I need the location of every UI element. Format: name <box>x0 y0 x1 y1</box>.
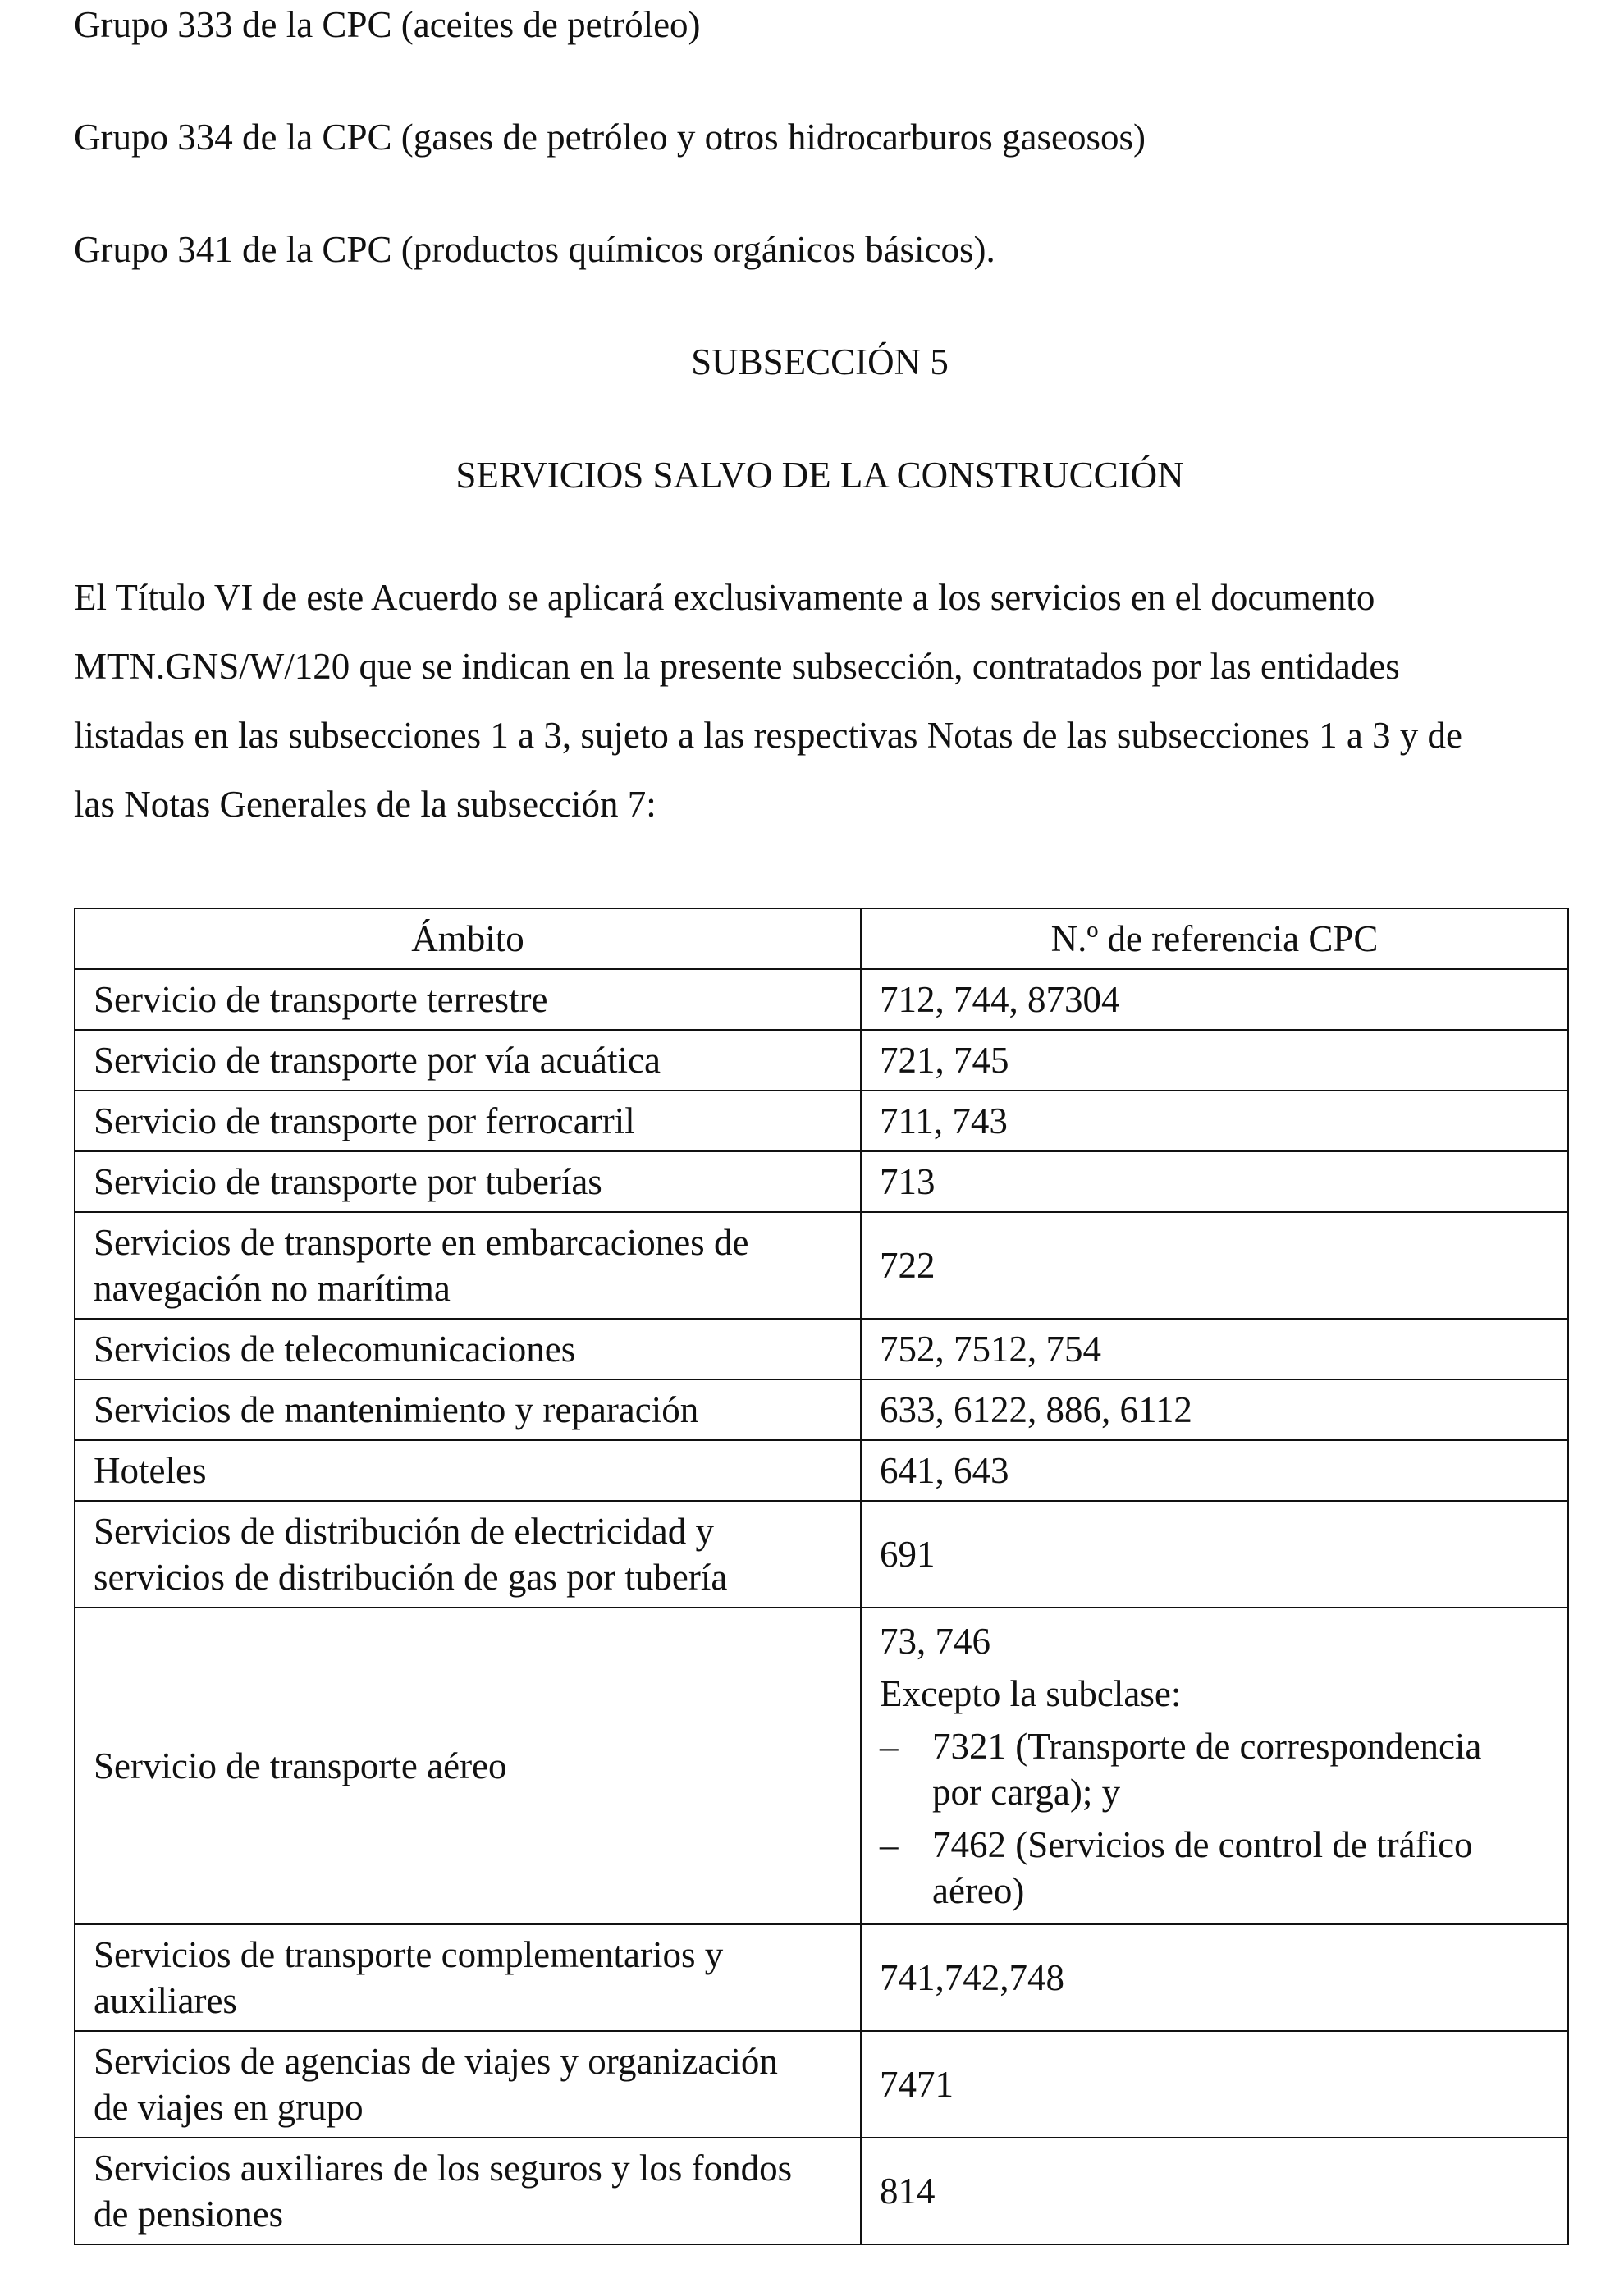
section-subheading: SERVICIOS SALVO DE LA CONSTRUCCIÓN <box>455 455 1184 496</box>
scope-cell <box>75 1212 861 1319</box>
header-cpc-ref: N.º de referencia CPC <box>861 908 1568 969</box>
table-row <box>75 1440 1568 1501</box>
scope-paragraph <box>74 563 1576 839</box>
cpc-ref-cell: 814 <box>861 2138 1568 2244</box>
scope-line: de viajes en grupo <box>94 2087 364 2128</box>
scope-line: auxiliares <box>94 1980 237 2021</box>
cpc-services-table <box>74 908 1569 2245</box>
cpc-ref-cell: 721, 745 <box>861 1030 1568 1091</box>
table-row <box>75 969 1568 1030</box>
scope-cell <box>75 2031 861 2138</box>
paragraph-line: MTN.GNS/W/120 que se indican en la presente subsección, contratados por las entidades <box>74 646 1400 687</box>
table-header-row <box>75 908 1568 969</box>
cpc-ref-cell: 722 <box>861 1212 1568 1319</box>
scope-line: Servicios de transporte complementarios y <box>94 1934 724 1975</box>
scope-line: Servicios auxiliares de los seguros y los fondos <box>94 2148 793 2189</box>
table-row <box>75 2138 1568 2244</box>
paragraph-line: las Notas Generales de la subsección 7: <box>74 784 656 825</box>
scope-cell: Servicio de transporte por ferrocarril <box>75 1091 861 1151</box>
table-row <box>75 1501 1568 1608</box>
exception-item <box>880 1822 1549 1914</box>
paragraph-line: listadas en las subsecciones 1 a 3, sujeto a las respectivas Notas de las subsecciones 1 a 3 y de <box>74 715 1463 756</box>
scope-line: navegación no marítima <box>94 1268 451 1309</box>
header-scope: Ámbito <box>75 908 861 969</box>
scope-cell: Servicio de transporte por tuberías <box>75 1151 861 1212</box>
cpc-ref-cell: 713 <box>861 1151 1568 1212</box>
scope-cell <box>75 2138 861 2244</box>
paragraph-line: El Título VI de este Acuerdo se aplicará exclusivamente a los servicios en el documento <box>74 577 1375 618</box>
dash-bullet: – <box>880 1824 899 1865</box>
exception-line: por carga); y <box>932 1772 1121 1813</box>
table-row <box>75 1379 1568 1440</box>
cpc-ref-cell: 7471 <box>861 2031 1568 2138</box>
cpc-ref-cell: 691 <box>861 1501 1568 1608</box>
table-row <box>75 1030 1568 1091</box>
scope-cell: Servicios de mantenimiento y reparación <box>75 1379 861 1440</box>
scope-line: Servicios de transporte en embarcaciones de <box>94 1222 749 1263</box>
exception-item <box>880 1723 1549 1815</box>
table-row <box>75 1091 1568 1151</box>
exception-note: Excepto la subclase: <box>880 1673 1182 1714</box>
exception-list <box>880 1723 1549 1914</box>
exception-line: 7321 (Transporte de correspondencia <box>932 1726 1482 1767</box>
scope-cell <box>75 1501 861 1608</box>
scope-cell: Servicio de transporte terrestre <box>75 969 861 1030</box>
intro-line-3: Grupo 341 de la CPC (productos químicos orgánicos básicos). <box>74 229 995 270</box>
cpc-ref-cell: 633, 6122, 886, 6112 <box>861 1379 1568 1440</box>
scope-cell: Hoteles <box>75 1440 861 1501</box>
table-row <box>75 2031 1568 2138</box>
scope-line: de pensiones <box>94 2193 284 2235</box>
cpc-ref-cell: 712, 744, 87304 <box>861 969 1568 1030</box>
exception-line: 7462 (Servicios de control de tráfico <box>932 1824 1473 1865</box>
exception-line: aéreo) <box>932 1870 1025 1911</box>
cpc-ref-cell: 752, 7512, 754 <box>861 1319 1568 1379</box>
cpc-ref-cell: 741,742,748 <box>861 1924 1568 2031</box>
table-row <box>75 1319 1568 1379</box>
cpc-ref-value: 73, 746 <box>880 1621 990 1662</box>
intro-line-1: Grupo 333 de la CPC (aceites de petróleo) <box>74 4 701 45</box>
table-row <box>75 1151 1568 1212</box>
scope-line: servicios de distribución de gas por tubería <box>94 1557 728 1598</box>
section-heading: SUBSECCIÓN 5 <box>691 341 949 382</box>
intro-line-2: Grupo 334 de la CPC (gases de petróleo y otros hidrocarburos gaseosos) <box>74 117 1146 158</box>
scope-cell: Servicio de transporte por vía acuática <box>75 1030 861 1091</box>
cpc-ref-cell: 711, 743 <box>861 1091 1568 1151</box>
cpc-ref-cell: 641, 643 <box>861 1440 1568 1501</box>
scope-line: Servicios de distribución de electricidad y <box>94 1511 715 1552</box>
table-row <box>75 1212 1568 1319</box>
scope-line: Servicios de agencias de viajes y organización <box>94 2041 778 2082</box>
table-row <box>75 1924 1568 2031</box>
cpc-ref-cell <box>861 1608 1568 1924</box>
scope-cell <box>75 1924 861 2031</box>
dash-bullet: – <box>880 1726 899 1767</box>
table-row <box>75 1608 1568 1924</box>
scope-cell: Servicio de transporte aéreo <box>75 1608 861 1924</box>
scope-cell: Servicios de telecomunicaciones <box>75 1319 861 1379</box>
